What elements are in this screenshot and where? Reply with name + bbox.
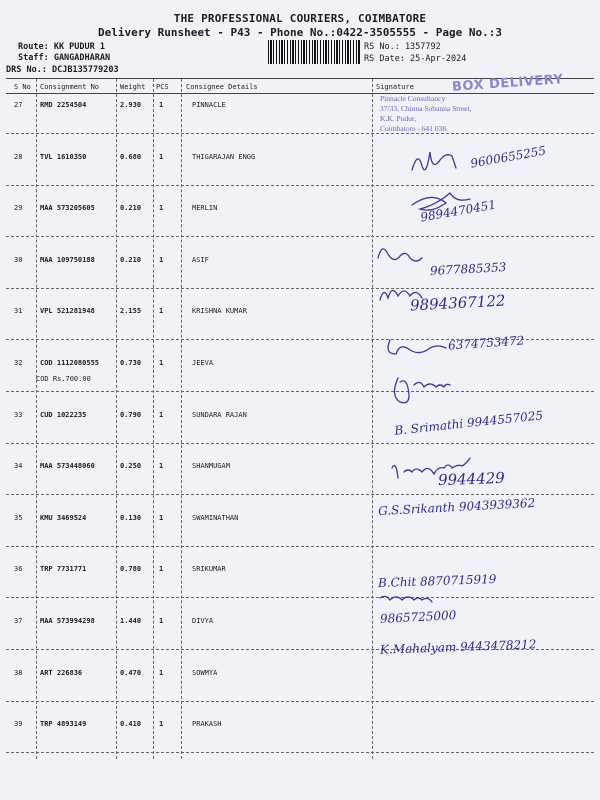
- cell-consignment: COD 1112080555: [40, 359, 100, 367]
- cell-weight: 0.210: [120, 204, 142, 213]
- cell-consignment: TVL 1610350: [40, 152, 87, 161]
- cell-pcs: 1: [159, 101, 164, 109]
- cell-weight: 1.440: [120, 617, 142, 625]
- header-sno: S No: [14, 83, 31, 91]
- cell-consignment: KMU 3469524: [40, 513, 87, 522]
- cell-weight: 0.250: [120, 462, 142, 471]
- staff-label: Staff: GANGADHARAN: [18, 53, 111, 63]
- signature-39: K.Mahalyam 9443478212: [379, 637, 537, 657]
- cell-consignee: JEEVA: [192, 359, 214, 367]
- cell-sno: 35: [14, 513, 23, 522]
- cell-consignee: DIVYA: [192, 617, 214, 625]
- cell-sno: 29: [14, 204, 23, 213]
- runsheet-title: Delivery Runsheet - P43 - Phone No.:0422-3505555 - Page No.:3: [98, 26, 502, 39]
- cell-weight: 0.730: [120, 359, 142, 367]
- cell-consignee: PINNACLE: [192, 101, 226, 109]
- signature-35: 9944429: [437, 468, 506, 490]
- drs-number: DRS No.: DCJB135779203: [6, 65, 119, 75]
- stamp-line: 37/33, Chinna Sobanna Street,: [380, 104, 472, 113]
- cell-consignee: SUNDARA RAJAN: [192, 410, 247, 419]
- cell-weight: 0.470: [120, 668, 142, 677]
- cell-pcs: 1: [159, 255, 164, 264]
- rs-number: RS No.: 1357792: [364, 42, 441, 52]
- stamp-line: Pinnacle Consultancy: [380, 94, 446, 103]
- cell-consignee: MERLIN: [192, 204, 218, 213]
- cell-consignment: MAA 109750188: [40, 255, 95, 264]
- cell-sno: 34: [14, 462, 23, 471]
- signature-36: G.S.Srikanth 9043939362: [377, 495, 536, 519]
- signature-32: 6374753472: [447, 333, 525, 353]
- cell-sno: 27: [14, 101, 23, 109]
- stamp-line: Coimbatore - 641 038.: [380, 124, 448, 133]
- cell-weight: 2.155: [120, 307, 142, 316]
- cell-consignee: KRISHNA KUMAR: [192, 307, 247, 316]
- cell-sno: 30: [14, 255, 23, 264]
- cell-consignee: THIGARAJAN ENGG: [192, 152, 256, 161]
- cell-weight: 0.780: [120, 565, 142, 574]
- signature-29: 9894470451: [419, 197, 497, 225]
- cell-consignment: MAA 573205605: [40, 204, 95, 213]
- cell-consignment: MAA 573994298: [40, 617, 95, 625]
- cell-consignee: PRAKASH: [192, 720, 222, 729]
- signature-scribble: [378, 249, 422, 261]
- header-consignee: Consignee Details: [186, 83, 258, 91]
- signature-scribble: [388, 340, 446, 354]
- cell-pcs: 1: [159, 462, 164, 471]
- cell-weight: 0.410: [120, 720, 142, 729]
- cell-sno: 33: [14, 410, 23, 419]
- cell-pcs: 1: [159, 410, 164, 419]
- box-delivery-stamp: BOX DELIVERY: [451, 72, 564, 95]
- signature-30: 9677885353: [429, 260, 507, 278]
- cell-weight: 0.790: [120, 410, 142, 419]
- company-title: THE PROFESSIONAL COURIERS, COIMBATORE: [173, 12, 427, 25]
- header-pcs: PCS: [156, 83, 169, 91]
- signature-31: 9894367122: [409, 291, 506, 315]
- cell-sno: 37: [14, 617, 23, 625]
- cell-sno: 31: [14, 307, 23, 316]
- signature-37: B.Chit 8870715919: [377, 571, 497, 591]
- signature-38: 9865725000: [379, 608, 457, 626]
- cell-consignment: RMD 2254504: [40, 101, 87, 109]
- cell-pcs: 1: [159, 513, 164, 522]
- cell-pcs: 1: [159, 668, 164, 677]
- cell-consignee: ASIF: [192, 255, 209, 264]
- cell-note: COD Rs.700.00: [36, 375, 91, 383]
- cell-sno: 36: [14, 565, 23, 574]
- cell-weight: 2.930: [120, 101, 142, 109]
- signature-34: B. Srimathi 9944557025: [393, 408, 544, 438]
- cell-consignment: VPL 521281948: [40, 307, 95, 316]
- rs-date: RS Date: 25-Apr-2024: [364, 54, 467, 64]
- header-consignment: Consignment No: [40, 83, 100, 91]
- cell-consignee: SWAMINATHAN: [192, 513, 239, 522]
- cell-pcs: 1: [159, 617, 164, 625]
- cell-sno: 28: [14, 152, 23, 161]
- cell-consignee: SHANMUGAM: [192, 462, 230, 471]
- cell-sno: 38: [14, 668, 23, 677]
- cell-consignment: ART 226836: [40, 668, 83, 677]
- stamp-line: K.K. Pudur,: [380, 114, 416, 123]
- cell-consignee: SOWMYA: [192, 668, 218, 677]
- cell-consignment: TRP 4893149: [40, 720, 87, 729]
- header-signature: Signature: [376, 83, 414, 91]
- signature-28: 9600655255: [469, 143, 547, 171]
- cell-sno: 39: [14, 720, 23, 729]
- cell-weight: 0.680: [120, 152, 142, 161]
- cell-pcs: 1: [159, 720, 164, 729]
- header-weight: Weight: [120, 83, 146, 91]
- cell-consignment: CUD 1022235: [40, 410, 87, 419]
- cell-pcs: 1: [159, 307, 164, 316]
- cell-pcs: 1: [159, 565, 164, 574]
- cell-consignment: MAA 573448060: [40, 462, 95, 471]
- cell-weight: 0.210: [120, 255, 142, 264]
- cell-pcs: 1: [159, 359, 164, 367]
- signature-scribble: [380, 596, 432, 602]
- cell-consignment: TRP 7731771: [40, 565, 87, 574]
- cell-pcs: 1: [159, 204, 164, 213]
- signature-scribble: [412, 152, 456, 170]
- cell-weight: 0.130: [120, 513, 142, 522]
- signature-scribble: [394, 378, 450, 403]
- cell-consignee: SRIKUMAR: [192, 565, 226, 574]
- route-label: Route: KK PUDUR 1: [18, 42, 105, 52]
- cell-pcs: 1: [159, 152, 164, 161]
- cell-sno: 32: [14, 359, 23, 367]
